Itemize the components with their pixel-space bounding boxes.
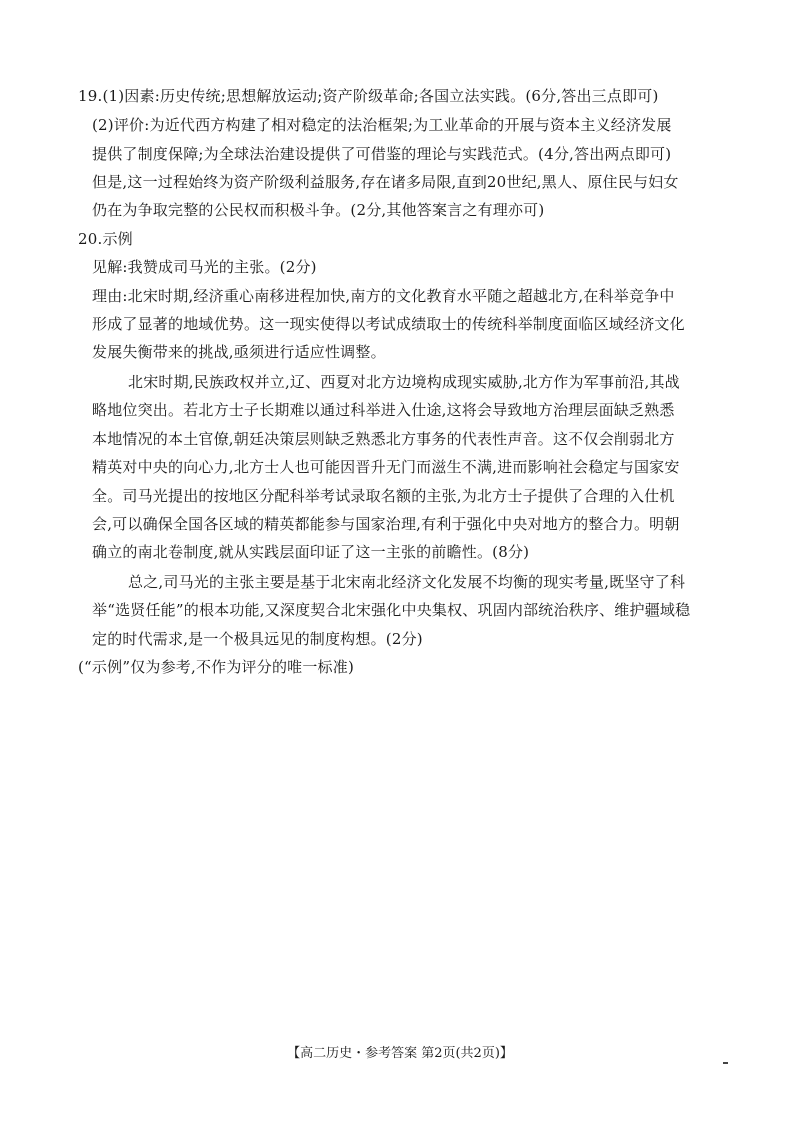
q20-para3-line-2: 举“选贤任能”的根本功能,又深度契合北宋强化中央集权、巩固内部统治秩序、维护疆域稳: [92, 601, 691, 619]
corner-mark: [723, 1062, 728, 1064]
q20-para2-line-4: 精英对中央的向心力,北方士人也可能因晋升无门而滋生不满,进而影响社会稳定与国家安: [92, 458, 680, 476]
q20-para2-line-2: 略地位突出。若北方士子长期难以通过科举进入仕途,这将会导致地方治理层面缺乏熟悉: [92, 401, 675, 419]
q20-para2-line-5: 全。司马光提出的按地区分配科举考试录取名额的主张,为北方士子提供了合理的入仕机: [92, 487, 675, 505]
q20-reason-line-2: 形成了显著的地域优势。这一现实使得以考试成绩取士的传统科举制度面临区域经济文化: [92, 315, 685, 333]
q20-para2-line-3: 本地情况的本土官僚,朝廷决策层则缺乏熟悉北方事务的代表性声音。这不仅会削弱北方: [92, 430, 675, 448]
q19-line-3: 提供了制度保障;为全球法治建设提供了可借鉴的理论与实践范式。(4分,答出两点即可): [92, 145, 672, 163]
q20-reason-line-1: 理由:北宋时期,经济重心南移进程加快,南方的文化教育水平随之超越北方,在科举竞争中: [92, 287, 675, 305]
q20-para2-line-6: 会,可以确保全国各区域的精英都能参与国家治理,有利于强化中央对地方的整合力。明朝: [92, 515, 680, 533]
page-footer: 【高二历史・参考答案 第2页(共2页)】: [287, 1046, 513, 1061]
q19-line-2: (2)评价:为近代西方构建了相对稳定的法治框架;为工业革命的开展与资本主义经济发展: [92, 116, 672, 134]
q19-line-1: 19.(1)因素:历史传统;思想解放运动;资产阶级革命;各国立法实践。(6分,答出三点即可): [78, 87, 659, 105]
q20-para3-line-1: 总之,司马光的主张主要是基于北宋南北经济文化发展不均衡的现实考量,既坚守了科: [128, 573, 686, 591]
q19-line-5: 仍在为争取完整的公民权而积极斗争。(2分,其他答案言之有理亦可): [92, 201, 545, 219]
q20-para3-line-3: 定的时代需求,是一个极具远见的制度构想。(2分): [92, 630, 423, 648]
q20-note: (“示例”仅为参考,不作为评分的唯一标准): [78, 658, 355, 676]
q20-reason-line-3: 发展失衡带来的挑战,亟须进行适应性调整。: [92, 343, 386, 361]
q20-para2-line-1: 北宋时期,民族政权并立,辽、西夏对北方边境构成现实威胁,北方作为军事前沿,其战: [128, 373, 680, 391]
q20-view: 见解:我赞成司马光的主张。(2分): [92, 258, 317, 276]
q20-title: 20.示例: [78, 230, 133, 248]
q20-para2-line-7: 确立的南北卷制度,就从实践层面印证了这一主张的前瞻性。(8分): [92, 543, 530, 561]
q19-line-4: 但是,这一过程始终为资产阶级利益服务,存在诸多局限,直到20世纪,黑人、原住民与妇女: [92, 173, 679, 191]
